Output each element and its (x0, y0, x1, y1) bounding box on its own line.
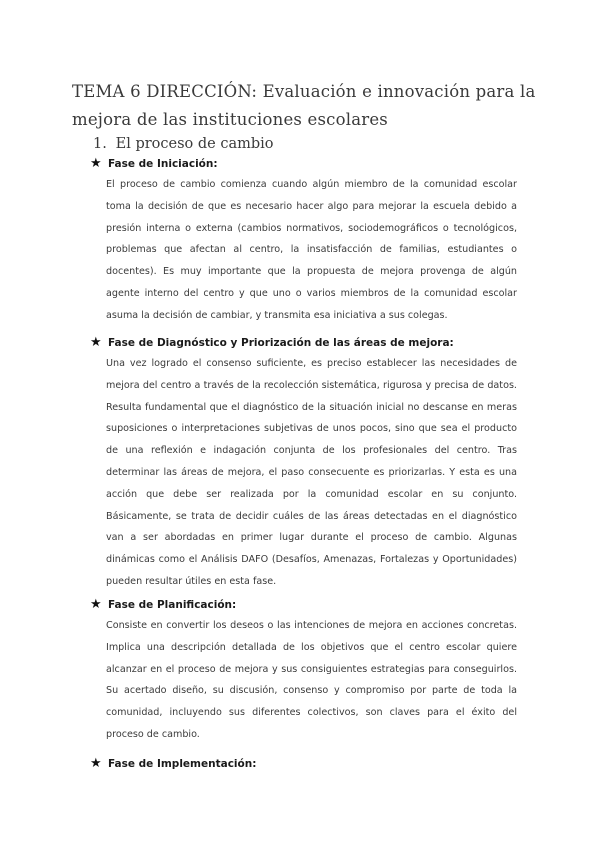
phase-implementation (90, 756, 520, 772)
phase-diagnosis (90, 335, 520, 593)
document-title: TEMA 6 DIRECCIÓN: Evaluación e innovación para la mejora de las instituciones escolares (72, 82, 536, 129)
heading-number: 1. (93, 136, 107, 152)
star-bullet-icon: ★ (90, 156, 102, 171)
phase-title: Fase de Planificación: (108, 599, 237, 611)
star-bullet-icon: ★ (90, 597, 102, 612)
phase-body: Consiste en convertir los deseos o las intenciones de mejora en acciones concretas. Implica una descripción detallada de los objetivos que el centro escolar quiere alcanzar en el proceso de mejora y sus consiguientes estrategias para conseguirlos. Su acertado diseño, su discusión, consenso y compromiso por parte de toda la comunidad, incluyendo sus diferentes colectivos, son claves para el éxito del proceso de cambio. (106, 620, 517, 740)
phase-planning (90, 597, 520, 746)
phase-title: Fase de Iniciación: (108, 158, 218, 170)
section-heading (93, 136, 274, 152)
phase-body: Una vez logrado el consenso suficiente, es preciso establecer las necesidades de mejora del centro a través de la recolección sistemática, rigurosa y precisa de datos. Resulta fundamental que el diagnóstico de la situación inicial no descanse en meras suposiciones o interpretaciones subjetivas de unos pocos, sino que sea el producto de una reflexión e indagación conjunta de los profesionales del centro. Tras determinar las áreas de mejora, el paso consecuente es priorizarlas. Y esta es una acción que debe ser realizada por la comunidad escolar en su conjunto. Básicamente, se trata de decidir cuáles de las áreas detectadas en el diagnóstico van a ser abordadas en primer lugar durante el proceso de cambio. Algunas dinámicas como el Análisis DAFO (Desafíos, Amenazas, Fortalezas y Oportunidades) pueden resultar útiles en esta fase. (106, 358, 517, 587)
phase-title: Fase de Implementación: (108, 758, 257, 770)
phase-title: Fase de Diagnóstico y Priorización de las áreas de mejora: (108, 337, 454, 349)
heading-text: El proceso de cambio (115, 136, 274, 152)
star-bullet-icon: ★ (90, 335, 102, 350)
phase-initiation (90, 156, 520, 327)
phase-body: El proceso de cambio comienza cuando algún miembro de la comunidad escolar toma la decisión de que es necesario hacer algo para mejorar la escuela debido a presión interna o externa (cambios normativos, sociodemográficos o tecnológicos, problemas que afectan al centro, la insatisfacción de familias, estudiantes o docentes). Es muy importante que la propuesta de mejora provenga de algún agente interno del centro y que uno o varios miembros de la comunidad escolar asuma la decisión de cambiar, y transmita esa iniciativa a sus colegas. (106, 179, 517, 321)
star-bullet-icon: ★ (90, 756, 102, 771)
